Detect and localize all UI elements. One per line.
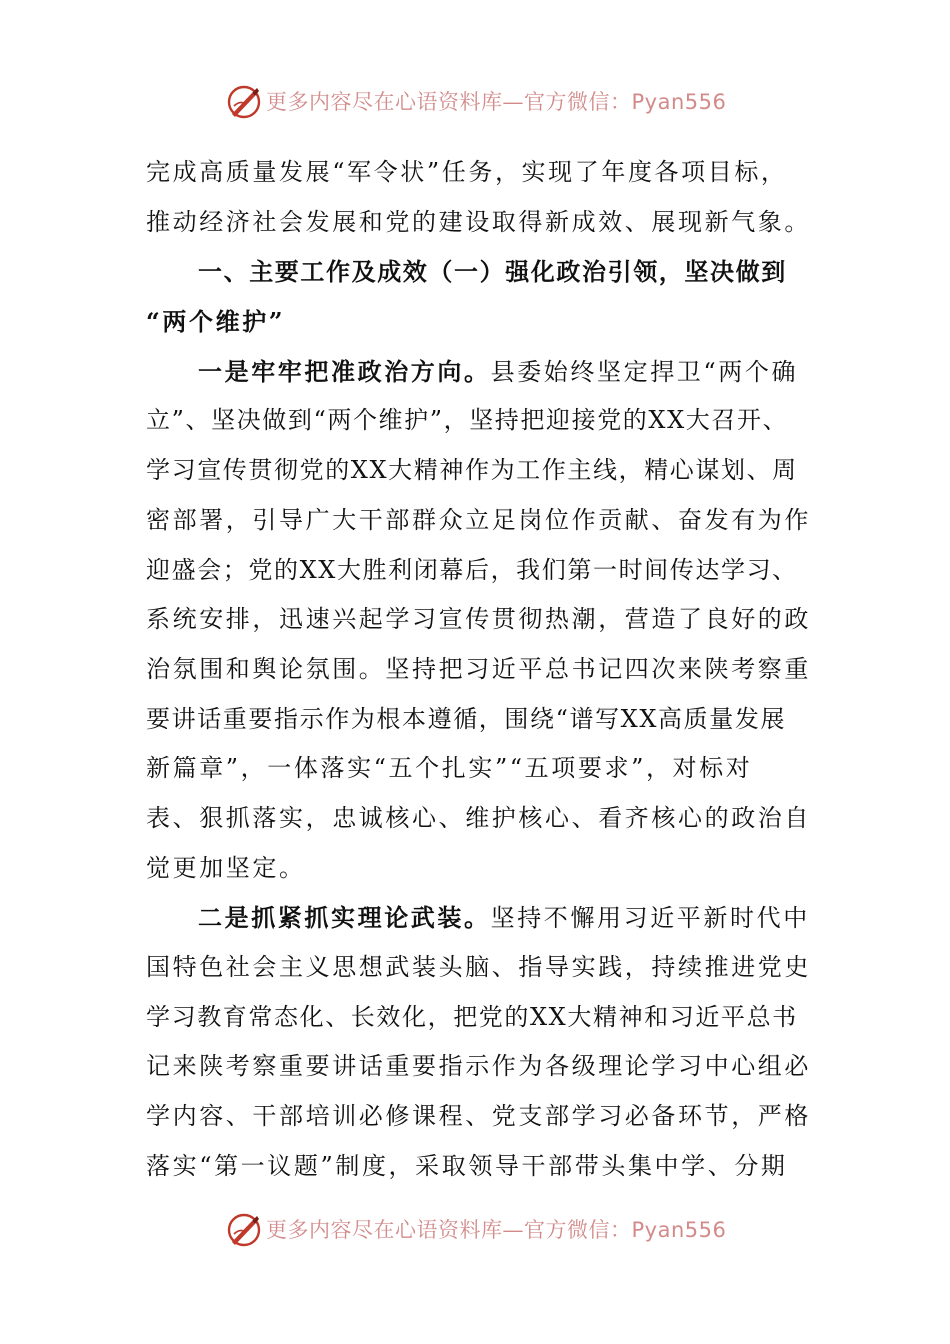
- paragraph-start: 一是牢牢把准政治方向。县委始终坚定捍卫“两个确: [198, 356, 799, 386]
- watermark-text: 更多内容尽在心语资料库—官方微信：Pyan556: [266, 90, 727, 114]
- text-line: 记来陕考察重要讲话重要指示作为各级理论学习中心组必: [146, 1052, 811, 1081]
- text-line: 密部署，引导广大干部群众立足岗位作贡献、奋发有为作: [146, 505, 811, 534]
- pen-logo-icon: [226, 1212, 262, 1248]
- text-line: 学内容、干部培训必修课程、党支部学习必备环节，严格: [146, 1102, 811, 1131]
- pen-logo-icon: [226, 84, 262, 120]
- text-line: 迎盛会；党的XX大胜利闭幕后，我们第一时间传达学习、: [146, 555, 798, 584]
- watermark-text: 更多内容尽在心语资料库—官方微信：Pyan556: [266, 1218, 727, 1242]
- paragraph-lead: 二是抓紧抓实理论武装。: [198, 903, 491, 933]
- text-line: 立”、坚决做到“两个维护”，坚持把迎接党的XX大召开、: [146, 406, 789, 435]
- document-body: [146, 148, 818, 1191]
- section-heading: 一、主要工作及成效（一）强化政治引领，坚决做到: [198, 257, 787, 287]
- wechat-id: Pyan556: [631, 1218, 727, 1242]
- wechat-id: Pyan556: [631, 90, 727, 114]
- text-line: 学习宣传贯彻党的XX大精神作为工作主线，精心谋划、周: [146, 456, 798, 485]
- text-line: 落实“第一议题”制度，采取领导干部带头集中学、分期: [146, 1151, 788, 1180]
- text-line: 要讲话重要指示作为根本遵循，围绕“谱写XX高质量发展: [146, 704, 787, 733]
- text-line: 觉更加坚定。: [146, 853, 306, 882]
- text-line: 新篇章”，一体落实“五个扎实”“五项要求”，对标对: [146, 754, 753, 783]
- text-line: 治氛围和舆论氛围。坚持把习近平总书记四次来陕考察重: [146, 654, 811, 683]
- section-heading-continued: “两个维护”: [146, 307, 286, 337]
- text-line: 国特色社会主义思想武装头脑、指导实践，持续推进党史: [146, 953, 811, 981]
- text-line: 推动经济社会发展和党的建设取得新成效、展现新气象。: [146, 207, 811, 236]
- watermark-banner-top: [0, 82, 950, 122]
- text-line: 系统安排，迅速兴起学习宣传贯彻热潮，营造了良好的政: [146, 605, 811, 634]
- watermark-banner-bottom: [0, 1210, 950, 1250]
- paragraph-lead: 一是牢牢把准政治方向。: [198, 356, 491, 386]
- text-line: 完成高质量发展“军令状”任务，实现了年度各项目标，: [146, 158, 788, 186]
- text-line: 表、狠抓落实，忠诚核心、维护核心、看齐核心的政治自: [146, 803, 811, 832]
- text-line: 学习教育常态化、长效化，把党的XX大精神和习近平总书: [146, 1002, 798, 1031]
- paragraph-start: 二是抓紧抓实理论武装。坚持不懈用习近平新时代中: [198, 903, 810, 933]
